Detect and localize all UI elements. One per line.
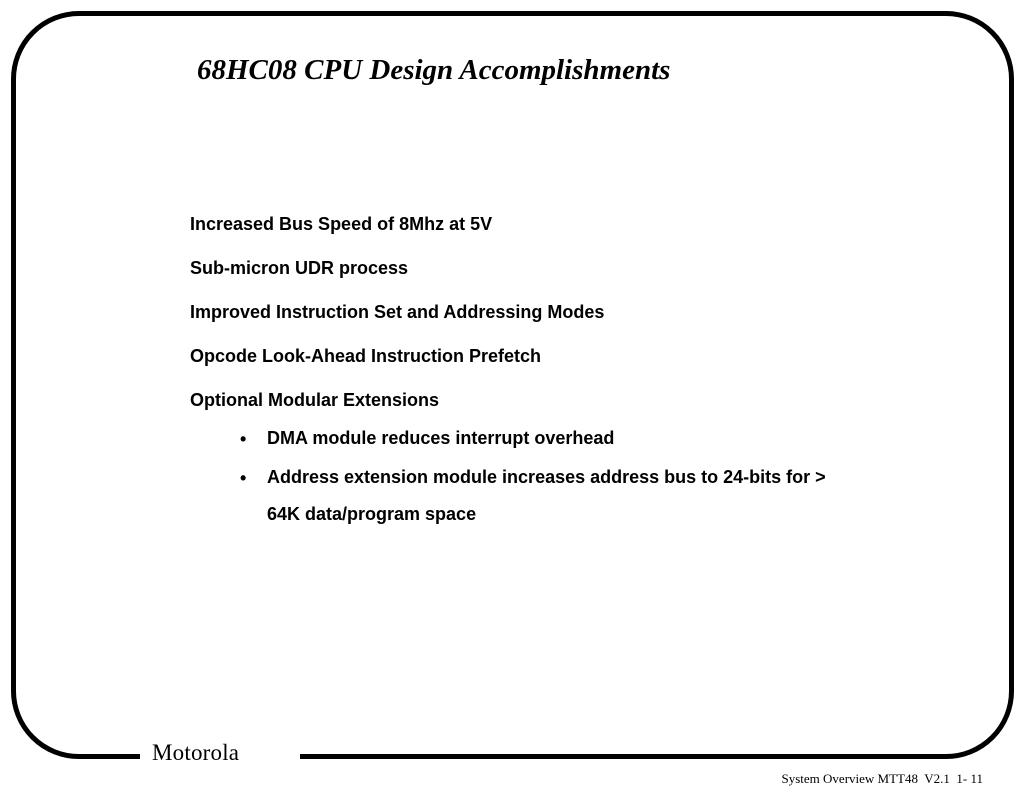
list-item-instruction-set: Improved Instruction Set and Addressing Modes [190, 302, 605, 322]
list-item-process: Sub-micron UDR process [190, 258, 409, 278]
list-item-modular-extensions: Optional Modular Extensions [190, 390, 440, 410]
bullet-icon: • [240, 468, 247, 488]
slide-border-frame [11, 11, 1014, 759]
footer-info: System Overview MTT48 V2.1 1- 11 [781, 771, 983, 786]
list-item-bus-speed: Increased Bus Speed of 8Mhz at 5V [190, 214, 493, 234]
sub-item-text: Address extension module increases address bus to 24-bits for > 64K data/program space [267, 467, 826, 524]
slide-title: 68HC08 CPU Design Accomplishments [197, 54, 671, 86]
motorola-logo: Motorola [152, 740, 240, 765]
sub-item-text: DMA module reduces interrupt overhead [267, 428, 615, 448]
bullet-icon: • [240, 429, 247, 449]
list-item-prefetch: Opcode Look-Ahead Instruction Prefetch [190, 346, 542, 366]
